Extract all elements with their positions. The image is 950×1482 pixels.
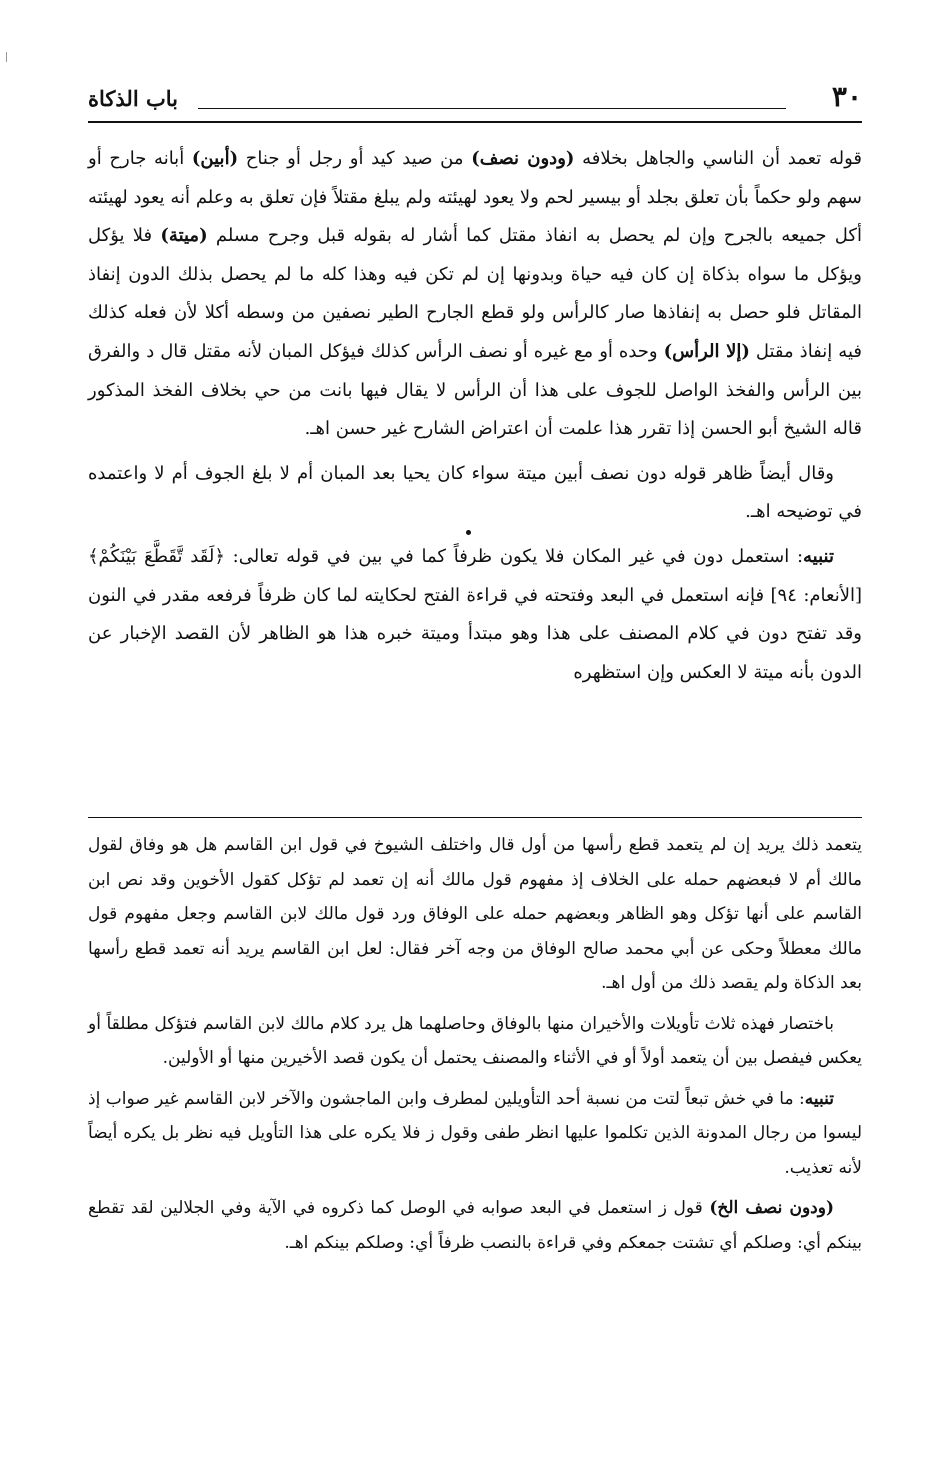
bold-term: (ودون نصف الخ) bbox=[709, 1198, 834, 1218]
main-text-paragraph bbox=[88, 455, 862, 532]
page-header bbox=[88, 80, 862, 122]
text-run: وحده أو مع غيره أو نصف الرأس كذلك فيؤكل المبان لأنه مقتل قال د والفرق بين الرأس والفخذ الواصل للجوف على هذا أن الرأس لا يقال فيها بانت من حي بخلاف الفخذ المذكور قاله الشيخ أبو الحسن إذا تقرر هذا علمت أن اعتراض الشارح غير حسن اهـ. bbox=[88, 340, 862, 440]
main-text-paragraph bbox=[88, 538, 862, 692]
bold-term: تنبيه bbox=[803, 545, 834, 567]
bold-term: تنبيه bbox=[804, 1088, 834, 1109]
text-run: قوله تعمد أن الناسي والجاهل بخلافه bbox=[574, 148, 863, 169]
note-paragraph bbox=[88, 828, 862, 1001]
bold-term: (ودون نصف) bbox=[471, 148, 575, 169]
text-run: فلا يؤكل ويؤكل ما سواه بذكاة إن كان فيه حياة وبدونها إن لم تكن فيه وهذا كله ما لم يحصل بذلك الدون إنفاذ المقاتل فلو حصل به إنفاذها صار كالرأس ولو قطع الجارح الطير نصفين من وسطه أكلا لأن فعله كذلك فيه إنفاذ مقتل bbox=[88, 225, 862, 362]
bold-term: (ميتة) bbox=[160, 225, 208, 247]
text-run: من صيد كيد أو رجل أو جناح bbox=[238, 148, 472, 169]
ink-dot bbox=[466, 530, 471, 535]
bold-term: (إلا الرأس) bbox=[663, 340, 750, 362]
text-run: : ما في خش تبعاً لتت من نسبة أحد التأويلين لمطرف وابن الماجشون والآخر لابن القاسم غير صواب إذ ليسوا من رجال المدونة الذين تكلموا عليها انظر طفى وقول ز فلا يكره على هذا التأويل فيه نظر بل يكره أيضاً لأنه تعذيب. bbox=[88, 1088, 862, 1178]
main-text bbox=[88, 140, 862, 698]
text-run: : استعمل دون في غير المكان فلا يكون ظرفاً كما في بين في قوله تعالى: ﴿لَقَد تَّقَطَّعَ بَيْنَكُمْ﴾ [الأنعام: ٩٤] فإنه استعمل في البعد وفتحته في قراءة الفتح لحكايته لما كان ظرفاً فرفعه مقدر في النون وقد تفتح دون في كلام المصنف على هذا وهو مبتدأ وميتة خبره هذا هو الظاهر لأن القصد الإخبار عن الدون بأنه ميتة لا العكس وإن استظهره bbox=[88, 545, 862, 683]
chapter-title: باب الذكاة bbox=[88, 86, 178, 111]
header-rule bbox=[198, 108, 786, 109]
note-paragraph bbox=[88, 1007, 862, 1076]
text-run: أبانه جارح أو سهم ولو حكماً بأن تعلق بجلد أو بيسير لحم ولا يعود لهيئته ولم يبلغ مقتلاً فإن تعلق به وعلم أنه يعود لهيئته أكل جميعه بالجرح وإن لم يحصل به انفاذ مقتل كما أشار له بقوله قبل وجرح مسلم bbox=[88, 148, 862, 247]
text-run: وقال أيضاً ظاهر قوله دون نصف أبين ميتة سواء كان يحيا بعد المبان أم لا بلغ الجوف أم لا واعتمده في توضيحه اهـ. bbox=[88, 462, 862, 523]
footnote-divider bbox=[88, 817, 862, 818]
page-edge-mark bbox=[6, 52, 7, 62]
text-run: باختصار فهذه ثلاث تأويلات والأخيران منها بالوفاق وحاصلهما هل يرد كلام مالك لابن القاسم فتؤكل مطلقاً أو يعكس فيفصل بين أن يتعمد أولاً أو في الأثناء والمصنف يحتمل أن يكون قصد الأخيرين منها أو الأولين. bbox=[88, 1013, 862, 1068]
header-underline bbox=[88, 121, 862, 123]
main-text-paragraph bbox=[88, 140, 862, 449]
note-paragraph bbox=[88, 1191, 862, 1260]
page-number: ٣٠ bbox=[831, 80, 862, 113]
commentary-notes bbox=[88, 828, 862, 1266]
bold-term: (أبين) bbox=[191, 148, 239, 169]
text-run: قول ز استعمل في البعد صوابه في الوصل كما ذكروه في الآية وفي الجلالين لقد تقطع بينكم أي: وصلكم أي تشتت جمعكم وفي قراءة بالنصب ظرفاً أي: وصلكم بينكم اهـ. bbox=[88, 1198, 862, 1253]
text-run: يتعمد ذلك يريد إن لم يتعمد قطع رأسها من أول قال واختلف الشيوخ في قول ابن القاسم هل هو وفاق لقول مالك أم لا فبعضهم حمله على الخلاف إذ مفهوم قول مالك أنه إن تعمد لم تؤكل كقول الأخوين وقد نص ابن القاسم على أنها تؤكل وهو الظاهر وبعضهم حمله على الوفاق ورد قول مالك لابن القاسم وجعل مفهوم قول مالك معطلاً وحكى عن أبي محمد صالح الوفاق من وجه آخر فقال: لعل ابن القاسم يريد أنه تعمد قطع رأسها بعد الذكاة ولم يقصد ذلك من أول اهـ. bbox=[88, 835, 862, 993]
note-paragraph bbox=[88, 1082, 862, 1186]
